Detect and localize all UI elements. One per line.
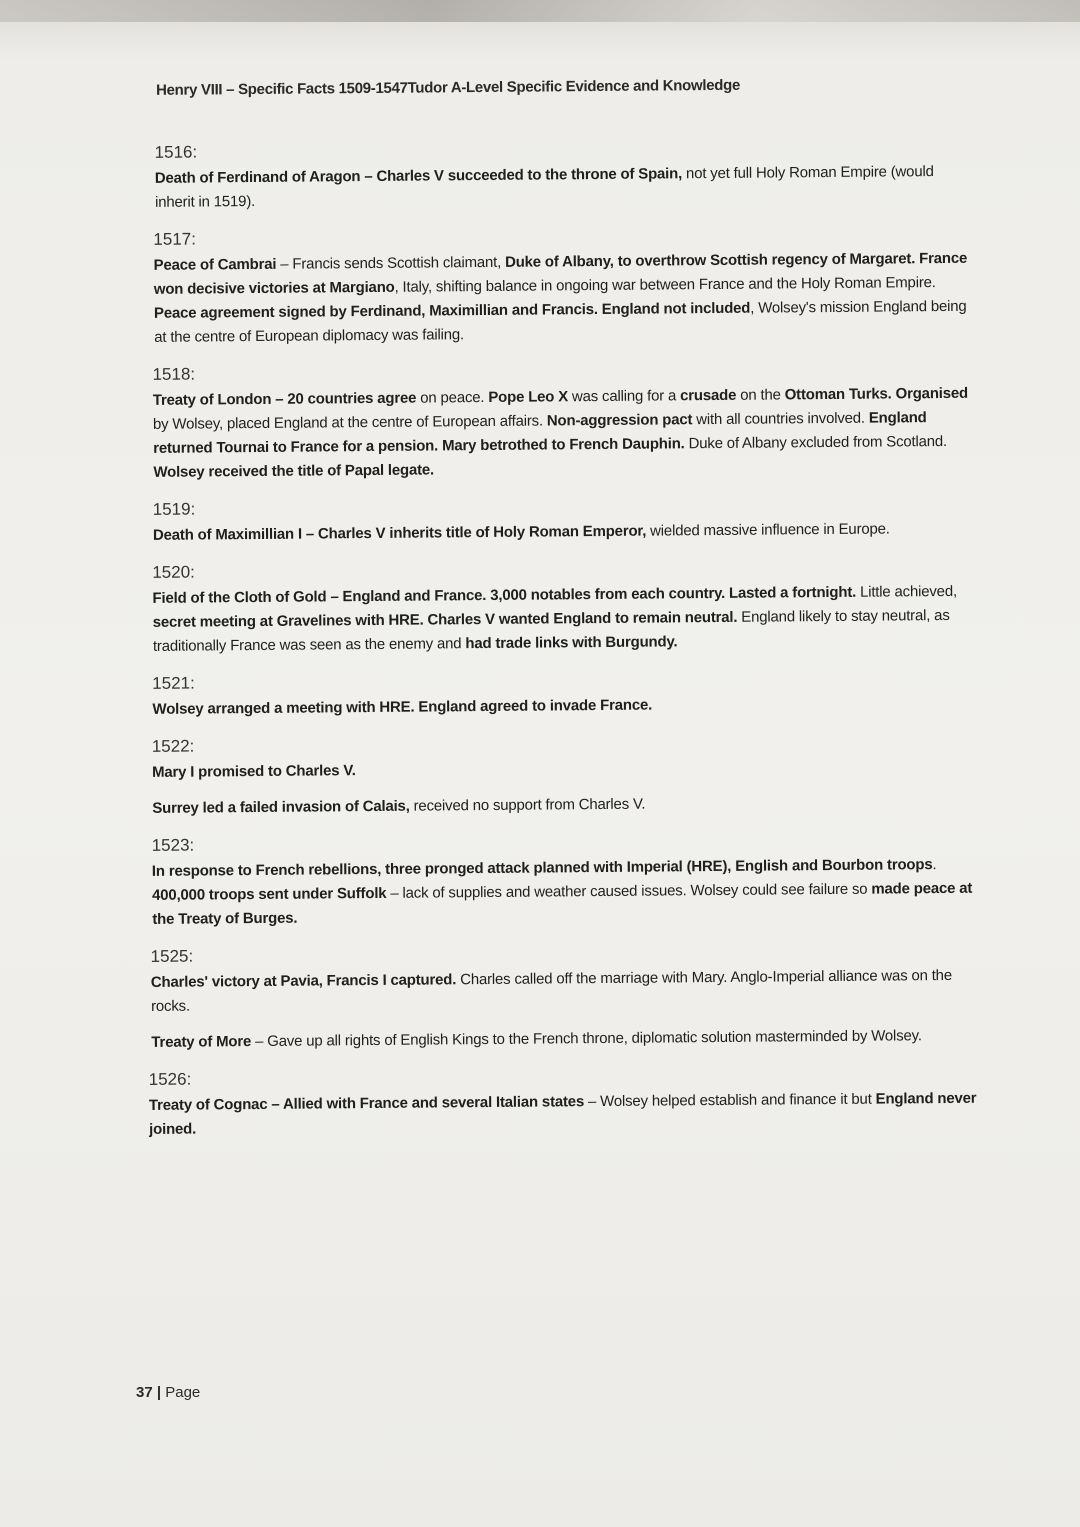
bold-text: Wolsey received the title of Papal legate. [153,461,435,481]
timeline-entry [153,493,974,548]
entry-paragraph [152,691,975,722]
bold-text: 400,000 troops sent under Suffolk [152,884,387,904]
entry-year: 1521: [152,673,195,693]
bold-text: secret meeting at Gravelines with HRE. Charles V wanted England to remain neutral. [152,608,738,631]
body-text: on the [736,386,785,404]
body-text: , Italy, shifting balance in ongoing war between France and the Holy Roman Empire. [394,274,936,296]
bold-text: England never joined. [149,1089,977,1138]
bold-text: Charles' victory at Pavia, Francis I captured. [150,971,457,991]
timeline-entry [155,136,972,215]
timeline-entry [152,667,975,722]
page-label: Page [165,1384,201,1401]
entry-paragraph [152,754,976,785]
body-text: Little achieved, [855,582,957,601]
entry-paragraph [152,580,975,659]
entry-year: 1516: [154,142,198,162]
bold-text: Field of the Cloth of Gold – England and France. 3,000 notables from each country. Lasted a fortnight. [152,583,857,607]
page-footer [136,1384,200,1401]
body-text: on peace. [416,388,489,407]
bold-text: Treaty of London – 20 countries agree [152,389,417,409]
entry-paragraph [152,853,978,932]
body-text: – Francis sends Scottish claimant, [276,253,506,273]
bold-text: Surrey led a failed invasion of Calais, [152,797,410,817]
timeline-entry [152,556,975,659]
content-area [140,75,979,1157]
bold-text: Pope Leo X [488,388,569,406]
body-text: – lack of supplies and weather caused issues. Wolsey could see failure so [386,880,872,902]
body-text: wielded massive influence in Europe. [646,520,890,540]
bold-text: Death of Ferdinand of Aragon – Charles V succeeded to the throne of Spain, [154,165,683,187]
body-text: England likely to stay neutral, as traditionally France was seen as the enemy and [152,606,950,655]
entry-year: 1517: [153,229,197,249]
entry-paragraph [152,790,976,821]
bold-text: Peace agreement signed by Ferdinand, Maximillian and Francis. England not included [153,299,751,322]
entry-paragraph [151,964,978,1019]
page-number: 37 [136,1384,153,1401]
bold-text: made peace at the Treaty of Burges. [152,879,973,928]
body-text: – Wolsey helped establish and finance it but [583,1090,876,1111]
entry-year: 1522: [151,736,195,756]
bold-text: Mary I promised to Charles V. [151,762,356,781]
body-text: with all countries involved. [692,409,869,429]
entry-paragraph [149,1087,979,1142]
entry-year: 1526: [148,1069,192,1089]
body-text: . [932,856,937,874]
timeline-entry [152,730,977,821]
body-text: was calling for a [567,387,681,406]
page-header: Henry VIII – Specific Facts 1509-1547Tudor A-Level Specific Evidence and Knowledge [155,76,741,99]
entry-year: 1518: [152,364,196,384]
bold-text: England returned Tournai to France for a pension. Mary betrothed to French Dauphin. [153,409,927,457]
entry-paragraph [153,517,974,548]
body-text: , Wolsey's mission England being at the centre of European diplomacy was failing. [154,297,967,346]
page-edge-shadow [0,0,1080,22]
entry-paragraph [154,247,973,350]
entry-year: 1520: [152,562,195,582]
timeline-entry [153,223,972,350]
timeline-entry [152,358,973,485]
bold-text: Peace of Cambrai [153,255,277,274]
entry-paragraph [155,160,971,215]
body-text: by Wolsey, placed England at the centre of European affairs. [152,412,547,433]
body-text: Duke of Albany excluded from Scotland. [684,432,948,453]
entry-year: 1525: [150,946,194,966]
bold-text: Non-aggression pact [546,411,693,430]
entry-paragraph [151,1024,978,1055]
entry-year: 1519: [152,499,196,519]
page-separator: | [156,1384,162,1401]
bold-text: In response to French rebellions, three pronged attack planned with Imperial (HRE), English and Bourbon troops [151,856,933,880]
bold-text: Duke of Albany, to overthrow Scottish regency of Margaret. France won decisive victories at Margiano [153,249,968,298]
bold-text: Wolsey arranged a meeting with HRE. England agreed to invade France. [152,696,653,718]
bold-text: Treaty of Cognac – Allied with France and several Italian states [148,1093,585,1114]
bold-text: crusade [680,386,737,405]
entry-paragraph [153,382,974,485]
bold-text: Treaty of More [151,1033,252,1051]
bold-text: Death of Maximillian I – Charles V inherits title of Holy Roman Emperor, [152,522,647,544]
body-text: Charles called off the marriage with Mary. Anglo-Imperial alliance was on the rocks. [150,966,953,1015]
timeline-entries [141,136,980,1142]
timeline-entry [149,1063,980,1142]
timeline-entry [152,829,978,932]
entry-year: 1523: [151,835,195,855]
bold-text: Ottoman Turks. Organised [784,384,969,404]
bold-text: had trade links with Burgundy. [465,633,678,653]
body-text: not yet full Holy Roman Empire (would inherit in 1519). [154,163,934,211]
body-text: – Gave up all rights of English Kings to the French throne, diplomatic solution masterminded by Wolsey. [251,1027,922,1051]
timeline-entry [151,940,979,1055]
body-text: received no support from Charles V. [409,795,646,815]
